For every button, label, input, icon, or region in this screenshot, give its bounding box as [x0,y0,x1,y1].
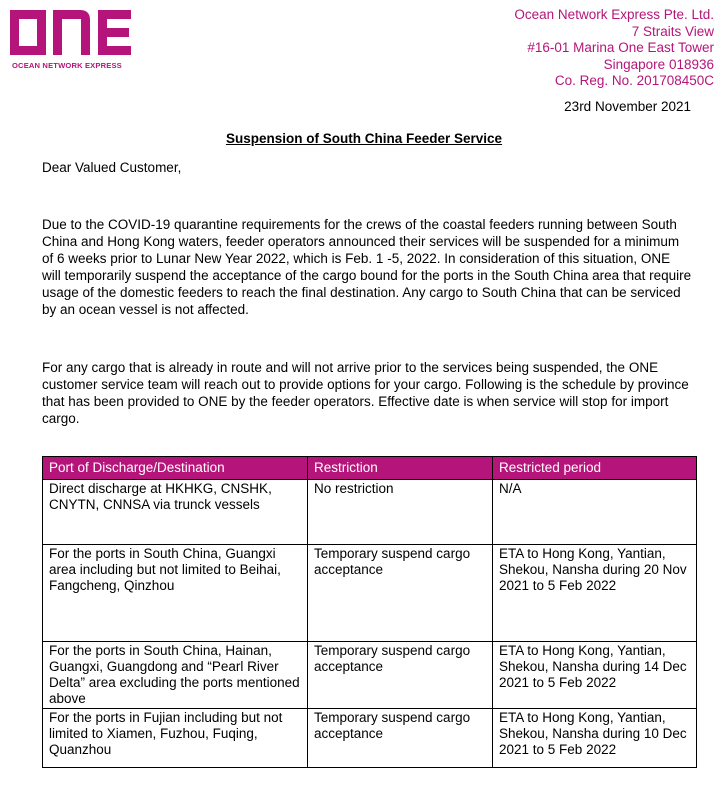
header-restriction: Restriction [308,457,493,480]
cell-port: Direct discharge at HKHKG, CNSHK, CNYTN, CNNSA via trunck vessels [43,480,308,545]
company-address [514,7,714,90]
header-port: Port of Discharge/Destination [43,457,308,480]
schedule-table [42,456,697,768]
cell-period: ETA to Hong Kong, Yantian, Shekou, Nansha during 20 Nov 2021 to 5 Feb 2022 [493,545,697,642]
one-logo [10,10,132,70]
cell-period: N/A [493,480,697,545]
table-row [43,642,697,709]
cell-restriction: Temporary suspend cargo acceptance [308,709,493,768]
paragraph-covid-notice: Due to the COVID-19 quarantine requirements for the crews of the coastal feeders running between South China and Hong Kong waters, feeder operators announced their services will be suspended for a minimum of 6 weeks prior to Lunar New Year 2022, which is Feb. 1 -5, 2022. In consideration of this situation, ONE will temporarily suspend the acceptance of the cargo bound for the ports in the South China area that require usage of the domestic feeders to reach the final destination. Any cargo to South China that can be serviced by an ocean vessel is not affected. [42,217,692,317]
cell-port: For the ports in Fujian including but not limited to Xiamen, Fuzhou, Fuqing, Quanzhou [43,709,308,768]
cell-restriction: No restriction [308,480,493,545]
header-period: Restricted period [493,457,697,480]
cell-port: For the ports in South China, Guangxi area including but not limited to Beihai, Fangcheng, Qinzhou [43,545,308,642]
cell-restriction: Temporary suspend cargo acceptance [308,545,493,642]
table-row [43,545,697,642]
address-line: Singapore 018936 [603,56,714,72]
logo-tagline: OCEAN NETWORK EXPRESS [12,61,122,70]
letter-date: 23rd November 2021 [564,99,691,114]
cell-port: For the ports in South China, Hainan, Guangxi, Guangdong and “Pearl River Delta” area excluding the ports mentioned above [43,642,308,709]
table-row [43,709,697,768]
table-row [43,480,697,545]
cell-period: ETA to Hong Kong, Yantian, Shekou, Nansha during 10 Dec 2021 to 5 Feb 2022 [493,709,697,768]
letter-title: Suspension of South China Feeder Service [225,131,503,146]
table-header-row [43,457,697,480]
address-line: Ocean Network Express Pte. Ltd. [514,7,714,22]
address-line: Co. Reg. No. 201708450C [554,73,714,88]
paragraph-schedule-intro: For any cargo that is already in route and will not arrive prior to the services being suspended, the ONE customer service team will reach out to provide options for your cargo. Following is the schedule by province that has been provided to ONE by the feeder operators. Effective date is when service will stop for import cargo. [42,360,689,426]
address-line: #16-01 Marina One East Tower [527,40,714,55]
cell-restriction: Temporary suspend cargo acceptance [308,642,493,709]
address-line: 7 Straits View [631,23,714,39]
cell-period: ETA to Hong Kong, Yantian, Shekou, Nansha during 14 Dec 2021 to 5 Feb 2022 [493,642,697,709]
greeting: Dear Valued Customer, [42,160,182,175]
one-logo-wordmark [10,10,132,56]
